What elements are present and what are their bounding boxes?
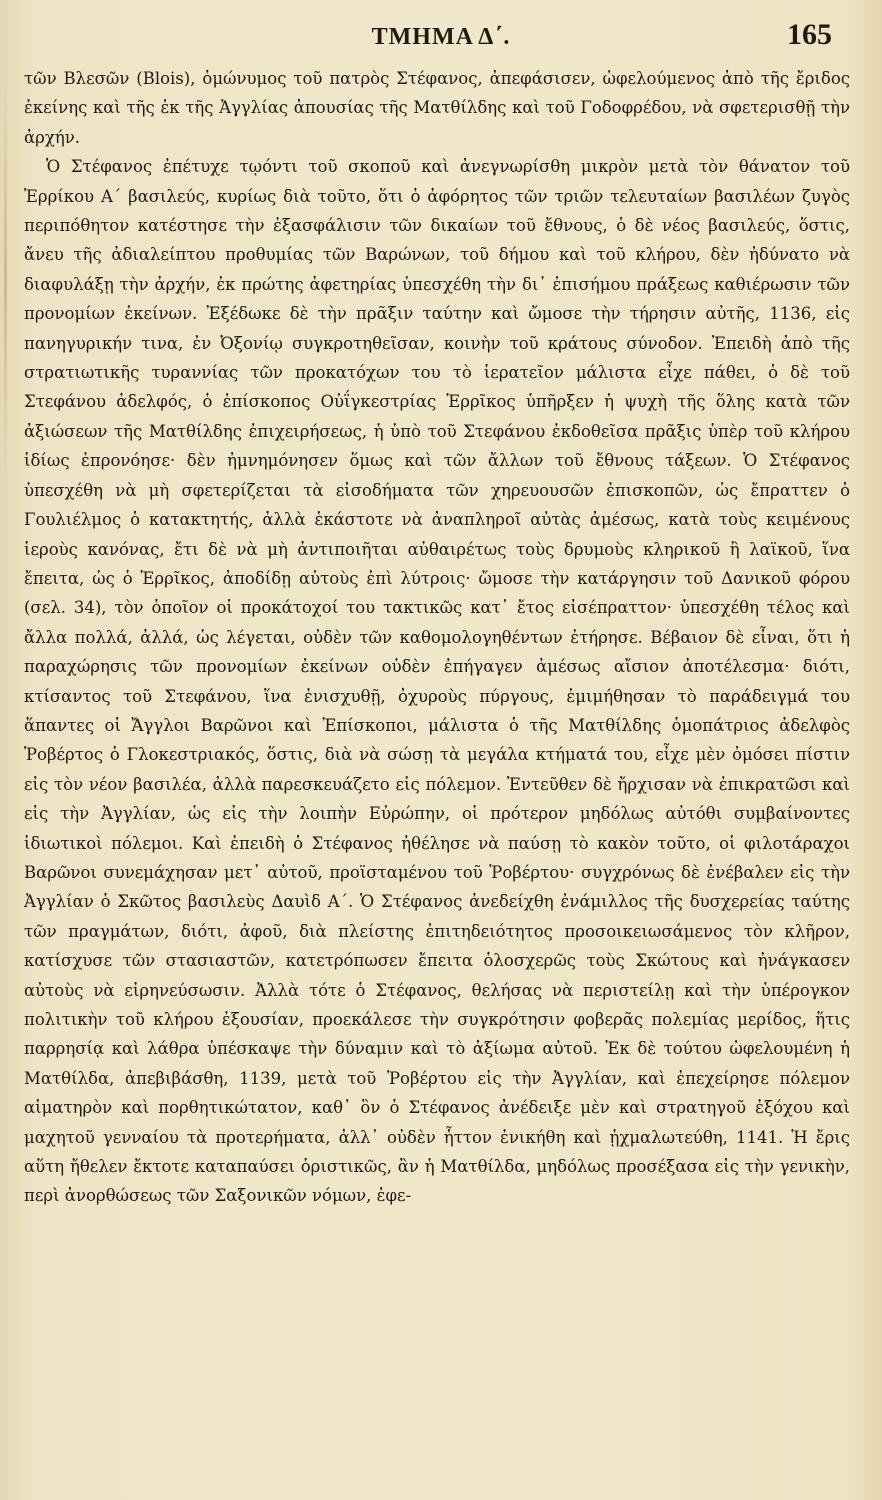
paragraph: Ὁ Στέφανος ἐπέτυχε τῳόντι τοῦ σκοποῦ καὶ ἀνεγνωρίσθη μικρὸν μετὰ τὸν θάνατον τοῦ Ἑρρίκου Α΄ βασιλεύς, κυρίως διὰ τοῦτο, ὅτι ὁ ἀφόρητος τῶν τριῶν τελευταίων βασιλέων ζυγὸς περιπόθητον κατέστησε τὴν ἐξασφάλισιν τῶν δικαίων τοῦ ἔθνους, ὁ δὲ νέος βασιλεύς, ὅστις, ἄνευ τῆς ἀδιαλείπτου προθυμίας τῶν Βαρώνων, τοῦ δήμου καὶ τοῦ κλήρου, δὲν ἠδύνατο νὰ διαφυλάξῃ τὴν ἀρχήν, ἐκ πρώτης ἀφετηρίας ὑπεσχέθη τὴν δι᾿ ἐπισήμου πράξεως καθιέρωσιν τῶν προνομίων ἐκείνων. Ἐξέδωκε δὲ τὴν πρᾶξιν ταύτην καὶ ὤμοσε τὴν τήρησιν αὐτῆς, 1136, εἰς πανηγυρικήν τινα, ἐν Ὀξονίῳ συγκροτηθεῖσαν, κοινὴν τοῦ κράτους σύνοδον. Ἐπειδὴ ἀπὸ τῆς στρατιωτικῆς τυραννίας τῶν προκατόχων του τὸ ἱερατεῖον μάλιστα εἶχε πάθει, ὁ δὲ τοῦ Στεφάνου ἀδελφός, ὁ ἐπίσκοπος Οὐΐγκεστρίας Ἑρρῖκος ὑπῆρξεν ἡ ψυχὴ τῆς ὅλης κατὰ τῶν ἀξιώσεων τῆς Ματθίλδης ἐπιχειρήσεως, ἡ ὑπὸ τοῦ Στεφάνου ἐκδοθεῖσα πρᾶξις ὑπὲρ τοῦ κλήρου ἰδίως ἐπρονόησε· δὲν ἠμνημόνησεν ὅμως καὶ τῶν ἄλλων τοῦ ἔθνους τάξεων. Ὁ Στέφανος ὑπεσχέθη νὰ μὴ σφετερίζεται τὰ εἰσοδήματα τῶν χηρευουσῶν ἐπισκοπῶν, ὡς ἔπραττεν ὁ Γουλιέλμος ὁ κατακτητής, ἀλλὰ ἑκάστοτε νὰ ἀναπληροῖ αὐτὰς ἀμέσως, κατὰ τοὺς κειμένους ἱεροὺς κανόνας, ἔτι δὲ νὰ μὴ ἀντιποιῆται αὐθαιρέτως τοὺς δρυμοὺς κληρικοῦ ἢ λαϊκοῦ, ἵνα ἔπειτα, ὡς ὁ Ἑρρῖκος, ἀποδίδῃ αὐτοὺς ἐπὶ λύτροις· ὤμοσε τὴν κατάργησιν τοῦ Δανικοῦ φόρου (σελ. 34), τὸν ὁποῖον οἱ προκάτοχοί του τακτικῶς κατ᾿ ἔτος εἰσέπραττον· ὑπεσχέθη τέλος καὶ ἄλλα πολλά, ἀλλά, ὡς λέγεται, οὐδὲν τῶν καθομολογηθέντων ἐτήρησε. Βέβαιον δὲ εἶναι, ὅτι ἡ παραχώρησις τῶν προνομίων ἐκείνων οὐδὲν ἐπήγαγεν ἀμέσως αἴσιον ἀποτέλεσμα· διότι, κτίσαντος τοῦ Στεφάνου, ἵνα ἐνισχυθῇ, ὀχυροὺς πύργους, ἐμιμήθησαν τὸ παράδειγμά του ἅπαντες οἱ Ἄγγλοι Βαρῶνοι καὶ Ἐπίσκοποι, μάλιστα ὁ τῆς Ματθίλδης ὁμοπάτριος ἀδελφὸς Ῥοβέρτος ὁ Γλοκεστριακός, ὅστις, διὰ νὰ σώσῃ τὰ μεγάλα κτήματά του, εἶχε μὲν ὀμόσει πίστιν εἰς τὸν νέον βασιλέα, ἀλλὰ παρεσκευάζετο εἰς πόλεμον. Ἐντεῦθεν δὲ ἤρχισαν νὰ ἐπικρατῶσι καὶ εἰς τὴν Ἀγγλίαν, ὡς εἰς τὴν λοιπὴν Εὐρώπην, οἱ πρότερον μηδόλως αὐτόθι συμβαίνοντες ἰδιωτικοὶ πόλεμοι. Καὶ ἐπειδὴ ὁ Στέφανος ἠθέλησε νὰ παύσῃ τὸ κακὸν τοῦτο, οἱ φιλοτάραχοι Βαρῶνοι συνεμάχησαν μετ᾿ αὐτοῦ, προϊσταμένου τοῦ Ῥοβέρτου· συγχρόνως δὲ ἐνέβαλεν εἰς τὴν Ἀγγλίαν ὁ Σκῶτος βασιλεὺς Δαυὶδ Α΄. Ὁ Στέφανος ἀνεδείχθη ἐνάμιλλος τῆς δυσχερείας ταύτης τῶν πραγμάτων, διότι, ἀφοῦ, διὰ πλείστης ἐπιτηδειότητος προσοικειωσάμενος τὸν κλῆρον, κατίσχυσε τῶν στασιαστῶν, κατετρόπωσεν ἔπειτα ὁλοσχερῶς τοὺς Σκώτους καὶ ἠνάγκασεν αὐτοὺς νὰ εἰρηνεύσωσιν. Ἀλλὰ τότε ὁ Στέφανος, θελήσας νὰ περιστείλῃ καὶ τὴν ὑπέρογκον πολιτικὴν τοῦ κλήρου ἐξουσίαν, προεκάλεσε τὴν συγκρότησιν φοβερᾶς πολεμίας μερίδος, ἥτις παρρησίᾳ καὶ λάθρα ὑπέσκαψε τὴν δύναμιν καὶ τὸ ἀξίωμα αὐτοῦ. Ἐκ δὲ τούτου ὠφελουμένη ἡ Ματθίλδα, ἀπεβιβάσθη, 1139, μετὰ τοῦ Ῥοβέρτου εἰς τὴν Ἀγγλίαν, καὶ ἐπεχείρησε πόλεμον αἱματηρὸν καὶ πορθητικώτατον, καθ᾿ ὃν ὁ Στέφανος ἀνέδειξε μὲν καὶ στρατηγοῦ ἐξόχου καὶ μαχητοῦ γενναίου τὰ προτερήματα, ἀλλ᾿ οὐδὲν ἧττον ἐνικήθη καὶ ᾐχμαλωτεύθη, 1141. Ἡ ἔρις αὕτη ἤθελεν ἔκτοτε καταπαύσει ὁριστικῶς, ἂν ἡ Ματθίλδα, μηδόλως προσέξασα εἰς τὴν γενικὴν, περὶ ἀνορθώσεως τῶν Σαξονικῶν νόμων, ἐφε- [24, 157, 850, 1206]
page-header [0, 14, 882, 58]
paragraph: τῶν Βλεσῶν (Blois), ὁμώνυμος τοῦ πατρὸς Στέφανος, ἀπεφάσισεν, ὠφελούμενος ἀπὸ τῆς ἔριδος ἐκείνης καὶ τῆς ἐκ τῆς Ἀγγλίας ἀπουσίας τῆς Ματθίλδης καὶ τοῦ Γοδοφρέδου, νὰ σφετερισθῇ τὴν ἀρχήν. [24, 69, 850, 147]
page-number: 165 [787, 18, 832, 51]
running-head: ΤΜΗΜΑ Δ΄. [371, 24, 511, 50]
body-text [24, 64, 850, 1211]
page-edge-shadow [4, 80, 7, 480]
